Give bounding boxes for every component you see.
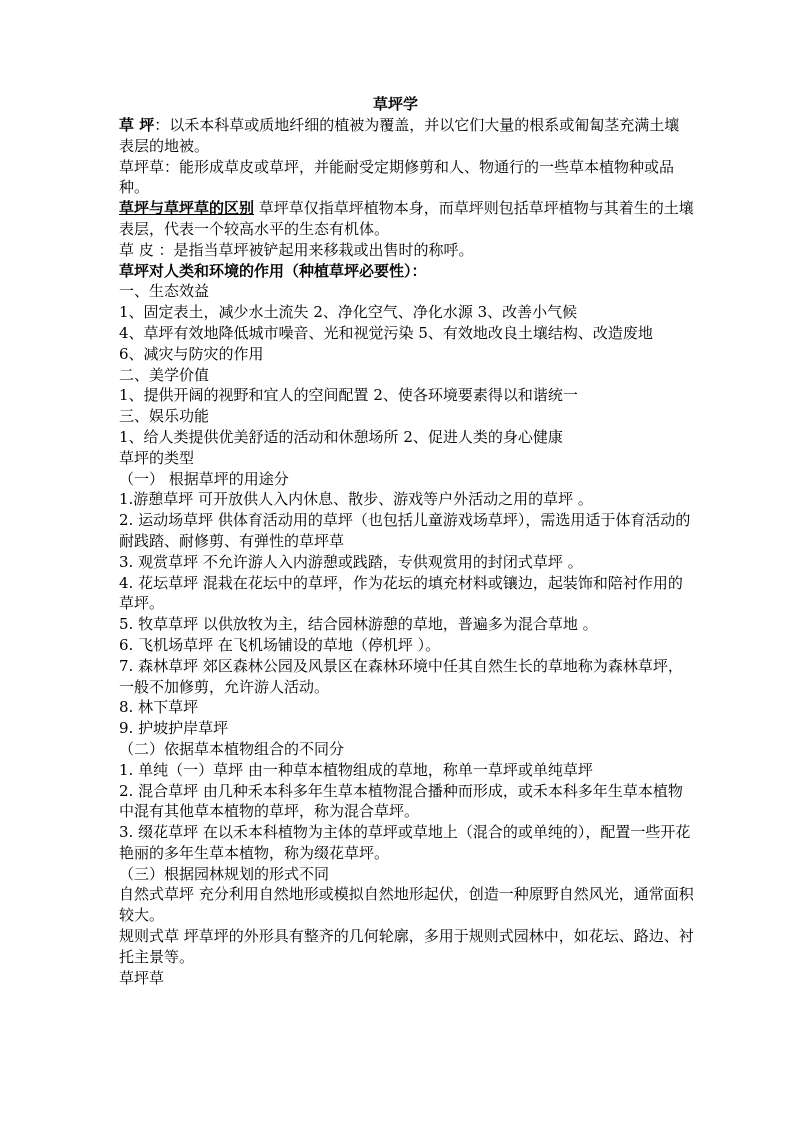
combo-item-2: 2. 混合草坪 由几种禾本科多年生草本植物混合播种而形成，或禾本科多年生草本植物中混有其他草本植物的草坪，称为混合草坪。 (119, 781, 683, 821)
def-lawn-label: 草 坪 (119, 116, 155, 134)
plan-item-1: 自然式草坪 充分利用自然地形或模拟自然地形起伏，创造一种原野自然风光，通常面积较大。 (119, 885, 694, 925)
combo-item-1: 1. 单纯（一）草坪 由一种草本植物组成的草地，称单一草坪或单纯草坪 (119, 760, 593, 779)
use-item-8: 8. 林下草坪 (119, 698, 199, 717)
use-item-6: 6. 飞机场草坪 在飞机场铺设的草地（停机坪 ）。 (119, 635, 441, 654)
use-item-5: 5. 牧草草坪 以供放牧为主，结合园林游憩的草地，普遍多为混合草地 。 (119, 615, 598, 634)
diff-paragraph (119, 198, 694, 240)
use-item-7: 7. 森林草坪 郊区森林公园及风景区在森林环境中任其自然生长的草地称为森林草坪，一般不加修剪，允许游人活动。 (119, 656, 683, 696)
use-item-2: 2. 运动场草坪 供体育活动用的草坪（也包括儿童游戏场草坪），需选用适于体育活动的耐践踏、耐修剪、有弹性的草坪草 (119, 511, 691, 550)
role-heading: 草坪对人类和环境的作用（种植草坪必要性）： (119, 261, 427, 280)
def-grass: 草坪草：能形成草皮或草坪，并能耐受定期修剪和人、物通行的一些草本植物种或品种。 (119, 157, 675, 197)
page-title: 草坪学 (372, 95, 418, 113)
ent-heading: 三、娱乐功能 (119, 407, 210, 426)
use-heading: （一） 根据草坪的用途分 (119, 469, 289, 488)
diff-label: 草坪与草坪草的区别 (119, 199, 255, 218)
plan-heading: （三）根据园林规划的形式不同 (119, 864, 330, 883)
aes-heading: 二、美学价值 (119, 365, 210, 384)
ent-line-1: 1、给人类提供优美舒适的活动和休憩场所 2、促进人类的身心健康 (119, 427, 563, 446)
use-item-9: 9. 护坡护岸草坪 (119, 719, 229, 738)
eco-heading: 一、生态效益 (119, 282, 210, 301)
eco-line-3: 6、减灾与防灾的作用 (119, 344, 264, 363)
diff-text: 草坪草仅指草坪植物本身，而草坪则包括草坪植物与其着生的土壤表层，代表一个较高水平的生态有机体。 (119, 199, 694, 238)
combo-item-3: 3. 缀花草坪 在以禾本科植物为主体的草坪或草地上（混合的或单纯的），配置一些开花艳丽的多年生草本植物，称为缀花草坪。 (119, 823, 691, 862)
sod-definition: 草 皮 ：是指当草坪被铲起用来移栽或出售时的称呼。 (119, 240, 474, 259)
document-page (119, 94, 694, 988)
use-item-1: 1.游憩草坪 可开放供人入内休息、散步、游戏等户外活动之用的草坪 。 (119, 490, 593, 509)
use-item-4: 4. 花坛草坪 混栽在花坛中的草坪，作为花坛的填充材料或镶边，起装饰和陪衬作用的草坪。 (119, 573, 683, 613)
last-heading: 草坪草 (119, 968, 165, 987)
def-lawn (119, 115, 694, 157)
eco-line-1: 1、固定表土，减少水土流失 2、净化空气、净化水源 3、改善小气候 (119, 303, 578, 322)
use-item-3: 3. 观赏草坪 不允许游人入内游憩或践踏，专供观赏用的封闭式草坪 。 (119, 552, 583, 571)
types-heading: 草坪的类型 (119, 448, 195, 467)
plan-item-2: 规则式草 坪草坪的外形具有整齐的几何轮廓，多用于规则式园林中，如花坛、路边、衬托主景等。 (119, 927, 694, 966)
aes-line-1: 1、提供开阔的视野和宜人的空间配置 2、使各环境要素得以和谐统一 (119, 386, 578, 405)
def-lawn-text: ：以禾本科草或质地纤细的植被为覆盖，并以它们大量的根系或匍匐茎充满土壤表层的地被。 (119, 116, 680, 155)
combo-heading: （二）依据草本植物组合的不同分 (119, 739, 345, 758)
eco-line-2: 4、草坪有效地降低城市噪音、光和视觉污染 5、有效地改良土壤结构、改造废地 (119, 323, 653, 342)
